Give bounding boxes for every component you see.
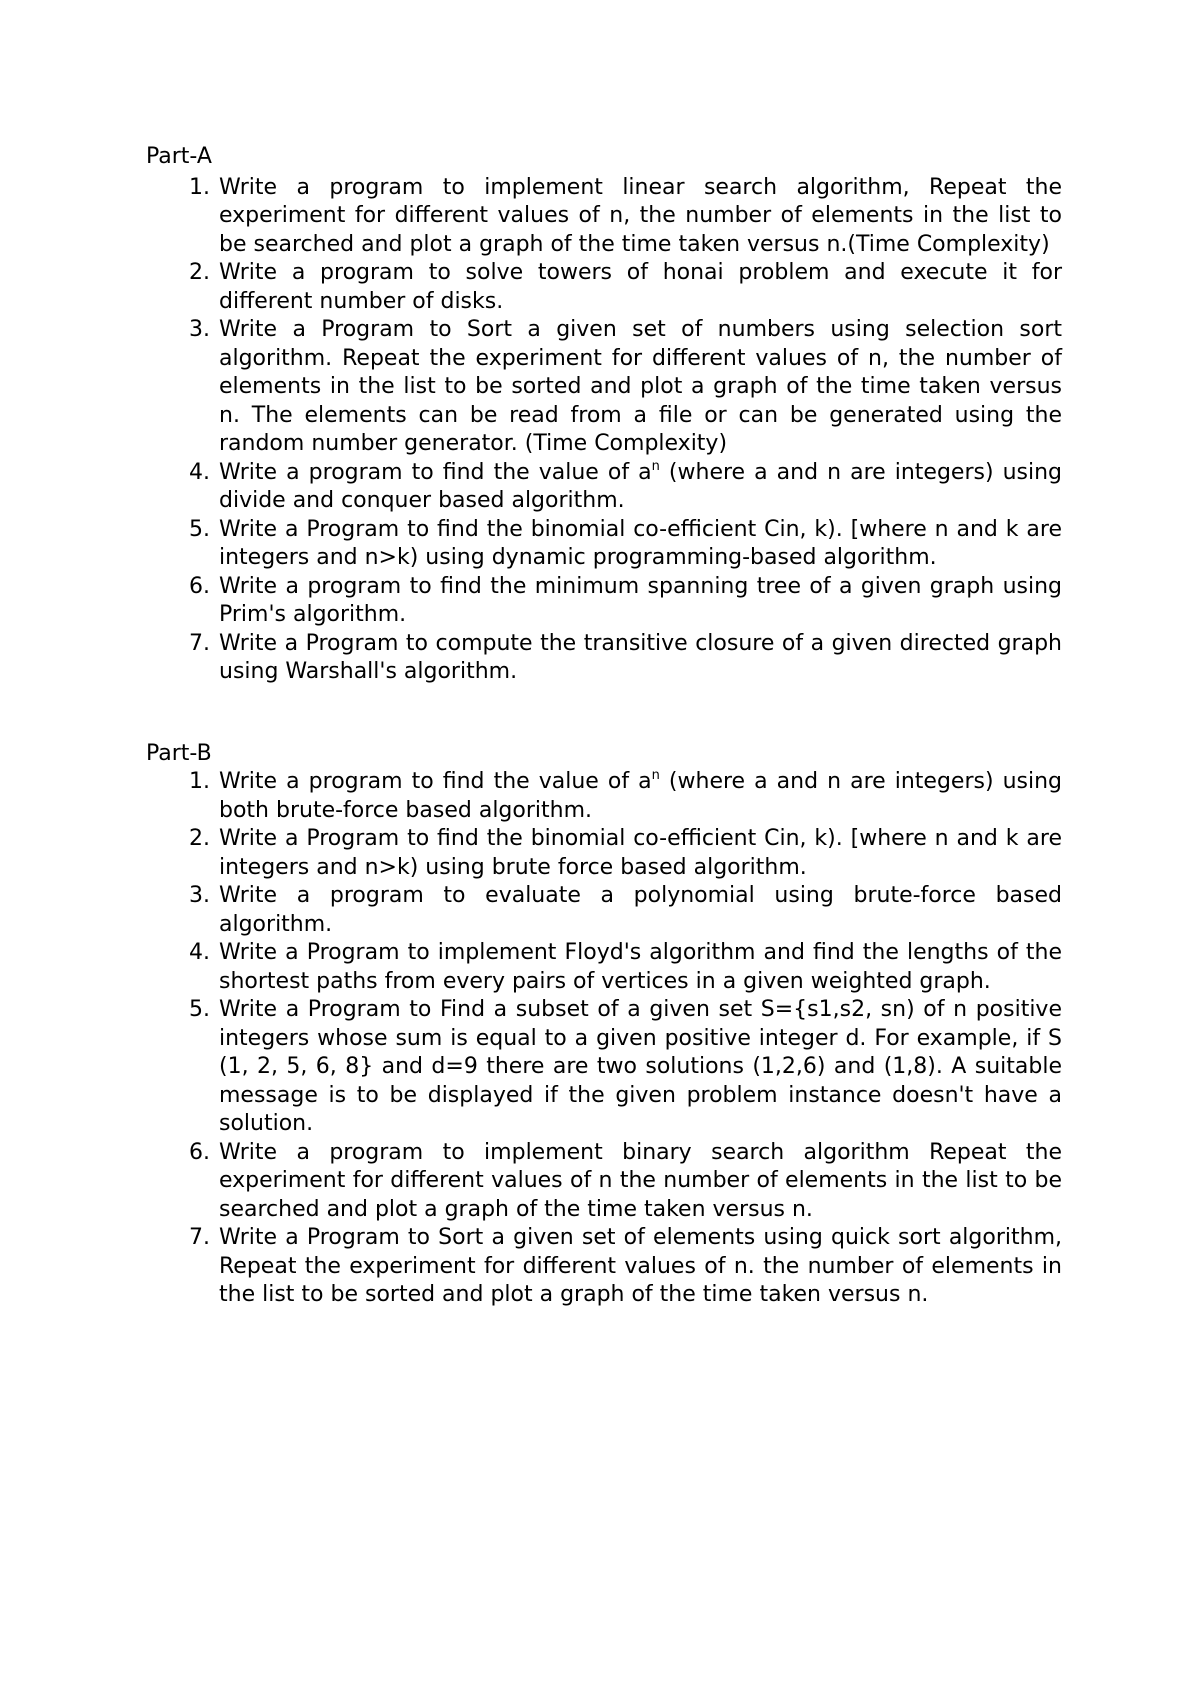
item-text: Write a Program to find the binomial co-efficient Cin, k). [where n and k are integers and n>k) using dynamic programming-based algorithm. xyxy=(219,516,1062,570)
part-a-list xyxy=(146,174,1062,687)
list-item xyxy=(146,516,1062,573)
item-text: Write a program to implement binary search algorithm Repeat the experiment for different values of n the number of elements in the list to be searched and plot a graph of the time taken versus n. xyxy=(219,1139,1062,1222)
item-number: 4. xyxy=(189,940,210,965)
item-text: Write a program to implement linear search algorithm, Repeat the experiment for different values of n, the number of elements in the list to be searched and plot a graph of the time taken versus n.(Time Complexity) xyxy=(219,174,1062,257)
item-text xyxy=(219,768,1062,825)
list-item xyxy=(146,1224,1062,1310)
item-text-after: (where a and n are integers) using divide and conquer based algorithm. xyxy=(219,459,1063,513)
item-text-after: (where a and n are integers) using both brute-force based algorithm. xyxy=(219,769,1063,823)
item-number: 2. xyxy=(189,260,210,285)
item-text: Write a Program to find the binomial co-efficient Cin, k). [where n and k are integers and n>k) using brute force based algorithm. xyxy=(219,826,1062,880)
list-item xyxy=(146,174,1062,260)
item-text: Write a Program to Find a subset of a given set S={s1,s2, sn) of n positive integers whose sum is equal to a given positive integer d. For example, if S (1, 2, 5, 6, 8} and d=9 there are two solutions (1,2,6) and (1,8). A suitable message is to be displayed if the given problem instance doesn't have a solution. xyxy=(219,997,1062,1136)
item-text-before: Write a program to find the value of a xyxy=(219,769,652,794)
item-number: 6. xyxy=(189,573,210,599)
item-text: Write a Program to implement Floyd's algorithm and find the lengths of the shortest paths from every pairs of vertices in a given weighted graph. xyxy=(219,940,1062,994)
item-text xyxy=(219,459,1062,516)
list-item xyxy=(146,825,1062,882)
item-number: 3. xyxy=(189,883,210,908)
superscript-exponent: n xyxy=(651,458,660,474)
item-number: 3. xyxy=(189,317,210,342)
item-text: Write a Program to Sort a given set of elements using quick sort algorithm, Repeat the experiment for different values of n. the number of elements in the list to be sorted and plot a graph of the time taken versus n. xyxy=(219,1225,1062,1307)
list-item xyxy=(146,630,1062,687)
list-item xyxy=(146,1139,1062,1225)
part-b-list xyxy=(146,768,1062,1310)
item-number: 1. xyxy=(189,769,210,794)
list-item xyxy=(146,459,1062,516)
list-item xyxy=(146,316,1062,459)
item-number: 5. xyxy=(189,516,210,542)
list-item xyxy=(146,939,1062,996)
superscript-exponent: n xyxy=(651,768,660,783)
part-a-heading: Part-A xyxy=(146,144,212,169)
document-page xyxy=(146,140,1062,1310)
item-number: 2. xyxy=(189,826,210,851)
list-item xyxy=(146,768,1062,825)
list-item xyxy=(146,259,1062,316)
list-item xyxy=(146,573,1062,630)
item-text: Write a Program to Sort a given set of numbers using selection sort algorithm. Repeat the experiment for different values of n, the number of elements in the list to be sorted and plot a graph of the time taken versus n. The elements can be read from a file or can be generated using the random number generator. (Time Complexity) xyxy=(219,317,1062,456)
item-number: 6. xyxy=(189,1139,210,1165)
item-text: Write a program to find the minimum spanning tree of a given graph using Prim's algorithm. xyxy=(219,573,1062,627)
item-text: Write a program to solve towers of honai problem and execute it for different number of disks. xyxy=(219,260,1062,314)
item-text: Write a Program to compute the transitive closure of a given directed graph using Warshall's algorithm. xyxy=(219,630,1062,684)
list-item xyxy=(146,996,1062,1139)
item-number: 5. xyxy=(189,997,210,1022)
item-text: Write a program to evaluate a polynomial using brute-force based algorithm. xyxy=(219,883,1062,937)
item-number: 4. xyxy=(189,459,210,485)
part-b-heading: Part-B xyxy=(146,740,212,766)
item-number: 7. xyxy=(189,630,210,656)
item-number: 7. xyxy=(189,1225,210,1250)
list-item xyxy=(146,882,1062,939)
item-number: 1. xyxy=(189,174,210,200)
item-text-before: Write a program to find the value of a xyxy=(219,459,652,485)
